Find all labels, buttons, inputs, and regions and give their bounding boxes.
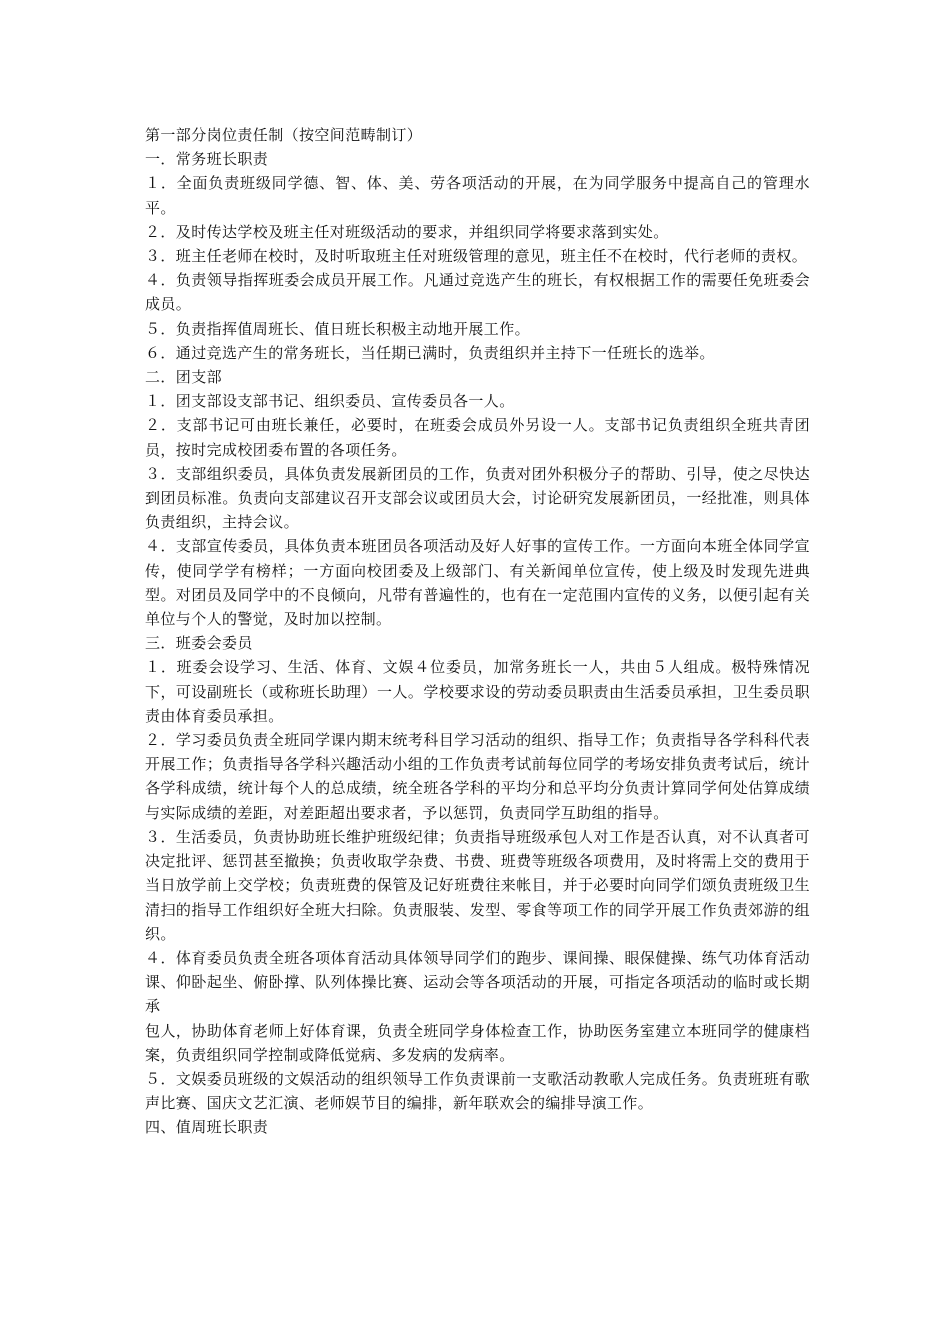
paragraph: ３．班主任老师在校时，及时听取班主任对班级管理的意见，班主任不在校时，代行老师的责权。 (145, 247, 808, 266)
paragraph: １．全面负责班级同学德、智、体、美、劳各项活动的开展，在为同学服务中提高自己的管理水平。 (145, 174, 810, 217)
paragraph: ６．通过竞选产生的常务班长，当任期已满时，负责组织并主持下一任班长的选举。 (145, 343, 715, 362)
paragraph: ５．文娱委员班级的文娱活动的组织领导工作负责课前一支歌活动教歌人完成任务。负责班班有歌声比赛、国庆文艺汇演、老师娱节目的编排，新年联欢会的编排导演工作。 (145, 1069, 810, 1113)
paragraph: ４．负责领导指挥班委会成员开展工作。凡通过竞选产生的班长，有权根据工作的需要任免班委会成员。 (145, 271, 810, 314)
document-body (145, 123, 810, 1140)
paragraph: 包人，协助体育老师上好体育课，负责全班同学身体检查工作，协助医务室建立本班同学的健康档案，负责组织同学控制或降低觉病、多发病的发病率。 (145, 1021, 810, 1064)
paragraph: １．班委会设学习、生活、体育、文娱４位委员，加常务班长一人，共由５人组成。极特殊情况下，可设副班长（或称班长助理）一人。学校要求设的劳动委员职责由生活委员承担，卫生委员职责由体育委员承担。 (145, 658, 810, 725)
document-title: 第一部分岗位责任制（按空间范畴制订） (145, 126, 423, 144)
paragraph: ３．生活委员，负责协助班长维护班级纪律；负责指导班级承包人对工作是否认真，对不认真者可决定批评、惩罚甚至撤换；负责收取学杂费、书费、班费等班级各项费用，及时将需上交的费用于当日放学前上交学校；负责班费的保管及记好班费往来帐目，并于必要时向同学们颂负责班级卫生清扫的指导工作组织好全班大扫除。负责服装、发型、零食等项工作的同学开展工作负责郊游的组织。 (145, 827, 810, 943)
paragraph: ４．支部宣传委员，具体负责本班团员各项活动及好人好事的宣传工作。一方面向本班全体同学宣传，使同学学有榜样；一方面向校团委及上级部门、有关新闻单位宣传，使上级及时发现先进典型。对团员及同学中的不良倾向，凡带有普遍性的，也有在一定范围内宣传的义务，以便引起有关单位与个人的警觉，及时加以控制。 (145, 537, 810, 629)
section-heading-1: 一．常务班长职责 (145, 150, 269, 169)
paragraph: １．团支部设支部书记、组织委员、宣传委员各一人。 (145, 392, 515, 411)
paragraph: ２．学习委员负责全班同学课内期末统考科目学习活动的组织、指导工作；负责指导各学科科代表开展工作；负责指导各学科兴趣活动小组的工作负责考试前每位同学的考场安排负责考试后，统计各学科成绩，统计每个人的总成绩，统全班各学科的平均分和总平均分负责计算同学何处估算成绩与实际成绩的差距，对差距超出要求者，予以惩罚，负责同学互助组的指导。 (145, 731, 810, 822)
section-heading-4: 四、值周班长职责 (145, 1118, 269, 1137)
section-heading-2: 二．团支部 (145, 368, 223, 387)
section-heading-3: 三．班委会委员 (145, 634, 253, 653)
paragraph: ２．支部书记可由班长兼任，必要时，在班委会成员外另设一人。支部书记负责组织全班共青团员，按时完成校团委布置的各项任务。 (145, 416, 810, 459)
paragraph: ２．及时传达学校及班主任对班级活动的要求，并组织同学将要求落到实处。 (145, 222, 669, 241)
paragraph: ３．支部组织委员，具体负责发展新团员的工作，负责对团外积极分子的帮助、引导，使之尽快达到团员标准。负责向支部建议召开支部会议或团员大会，讨论研究发展新团员，一经批准，则具体负责组织，主持会议。 (145, 464, 810, 532)
paragraph: ５．负责指挥值周班长、值日班长积极主动地开展工作。 (145, 319, 531, 338)
paragraph: ４．体育委员负责全班各项体育活动具体领导同学们的跑步、课间操、眼保健操、练气功体育活动课、仰卧起坐、俯卧撑、队列体操比赛、运动会等各项活动的开展，可指定各项活动的临时或长期承 (145, 948, 810, 1016)
